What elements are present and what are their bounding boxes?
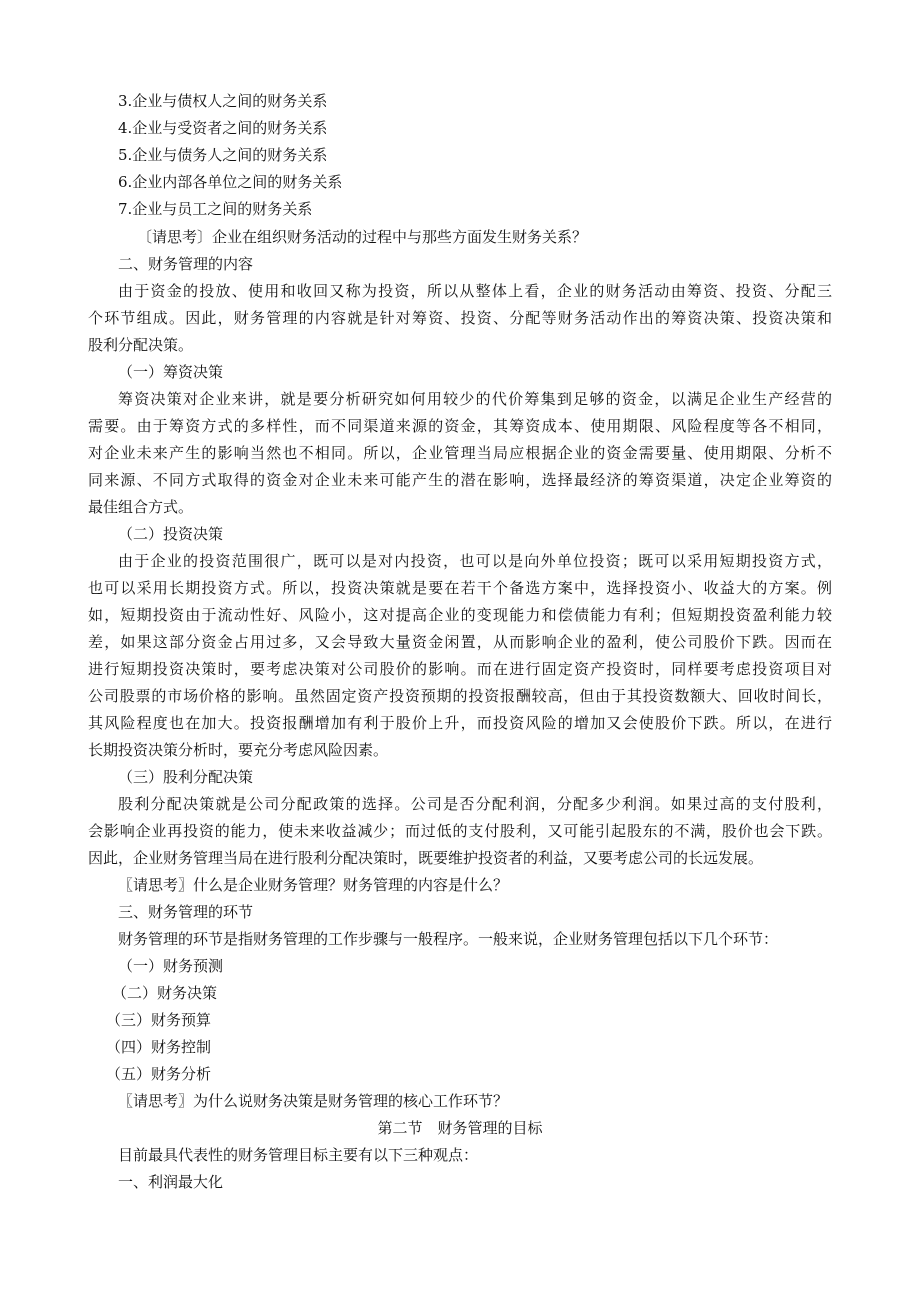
paragraph-line: 因此，企业财务管理当局在进行股利分配决策时，既要维护投资者的利益，又要考虑公司的长远发展。 bbox=[88, 849, 764, 867]
paragraph-line: 由于企业的投资范围很广，既可以是对内投资，也可以是向外单位投资；既可以采用短期投资方式， bbox=[118, 552, 832, 570]
list-item: 4.企业与受资者之间的财务关系 bbox=[118, 119, 328, 137]
think-prompt: 〖请思考〗为什么说财务决策是财务管理的核心工作环节？ bbox=[118, 1092, 509, 1110]
subsection-heading: （一）筹资决策 bbox=[118, 363, 224, 381]
paragraph-line: 财务管理的环节是指财务管理的工作步骤与一般程序。一般来说，企业财务管理包括以下几个环节： bbox=[118, 930, 779, 948]
paragraph-line: 也可以采用长期投资方式。所以，投资决策就是要在若干个备选方案中，选择投资小、收益大的方案。例 bbox=[88, 579, 832, 597]
think-prompt: 〖请思考〗什么是企业财务管理？财务管理的内容是什么？ bbox=[118, 876, 509, 894]
list-item: 5.企业与债务人之间的财务关系 bbox=[118, 146, 328, 164]
paragraph-line: 需要。由于筹资方式的多样性，而不同渠道来源的资金，其筹资成本、使用期限、风险程度等各不相同， bbox=[88, 417, 832, 435]
chapter-section-title: 第二节 财务管理的目标 bbox=[377, 1119, 543, 1137]
paragraph-line: 对企业未来产生的影响当然也不相同。所以，企业管理当局应根据企业的资金需要量、使用期限、分析不 bbox=[88, 444, 832, 462]
think-prompt: 〔请思考〕企业在组织财务活动的过程中与那些方面发生财务关系？ bbox=[137, 228, 588, 246]
list-item: 6.企业内部各单位之间的财务关系 bbox=[118, 173, 343, 191]
section-heading: 一、利润最大化 bbox=[118, 1173, 224, 1191]
paragraph-line: 会影响企业再投资的能力，使未来收益减少；而过低的支付股利，又可能引起股东的不满，股价也会下跌。 bbox=[88, 822, 832, 840]
paragraph-line: 长期投资决策分析时，要充分考虑风险因素。 bbox=[88, 741, 389, 759]
section-heading: 三、财务管理的环节 bbox=[118, 903, 254, 921]
paragraph-line: 个环节组成。因此，财务管理的内容就是针对筹资、投资、分配等财务活动作出的筹资决策、投资决策和 bbox=[88, 309, 832, 327]
paragraph-line: 由于资金的投放、使用和收回又称为投资，所以从整体上看，企业的财务活动由筹资、投资、分配三 bbox=[118, 282, 832, 300]
paragraph-line: 公司股票的市场价格的影响。虽然固定资产投资预期的投资报酬较高，但由于其投资数额大、回收时间长， bbox=[88, 687, 832, 705]
paragraph-line: 其风险程度也在加大。投资报酬增加有利于股价上升，而投资风险的增加又会使股价下跌。所以，在进行 bbox=[88, 714, 832, 732]
paragraph-line: 差，如果这部分资金占用过多，又会导致大量资金闲置，从而影响企业的盈利，使公司股价下跌。因而在 bbox=[88, 633, 832, 651]
list-item: （五）财务分析 bbox=[106, 1065, 212, 1083]
subsection-heading: （三）股利分配决策 bbox=[118, 768, 254, 786]
paragraph-line: 目前最具代表性的财务管理目标主要有以下三种观点： bbox=[118, 1146, 479, 1164]
paragraph-line: 进行短期投资决策时，要考虑决策对公司股价的影响。而在进行固定资产投资时，同样要考虑投资项目对 bbox=[88, 660, 832, 678]
list-item: 3.企业与债权人之间的财务关系 bbox=[118, 92, 328, 110]
paragraph-line: 筹资决策对企业来讲，就是要分析研究如何用较少的代价筹集到足够的资金，以满足企业生产经营的 bbox=[118, 390, 832, 408]
list-item: 7.企业与员工之间的财务关系 bbox=[118, 200, 313, 218]
subsection-heading: （二）投资决策 bbox=[118, 525, 224, 543]
paragraph-line: 最佳组合方式。 bbox=[88, 498, 194, 516]
list-item: （四）财务控制 bbox=[106, 1038, 212, 1056]
paragraph-line: 股利分配决策就是公司分配政策的选择。公司是否分配利润，分配多少利润。如果过高的支付股利， bbox=[118, 795, 832, 813]
paragraph-line: 同来源、不同方式取得的资金对企业未来可能产生的潜在影响，选择最经济的筹资渠道，决定企业筹资的 bbox=[88, 471, 832, 489]
paragraph-line: 股利分配决策。 bbox=[88, 336, 194, 354]
list-item: （三）财务预算 bbox=[106, 1011, 212, 1029]
section-heading: 二、财务管理的内容 bbox=[118, 255, 254, 273]
list-item: （一）财务预测 bbox=[118, 957, 224, 975]
list-item: （二）财务决策 bbox=[112, 984, 218, 1002]
paragraph-line: 如，短期投资由于流动性好、风险小，这对提高企业的变现能力和偿债能力有利；但短期投资盈利能力较 bbox=[88, 606, 832, 624]
